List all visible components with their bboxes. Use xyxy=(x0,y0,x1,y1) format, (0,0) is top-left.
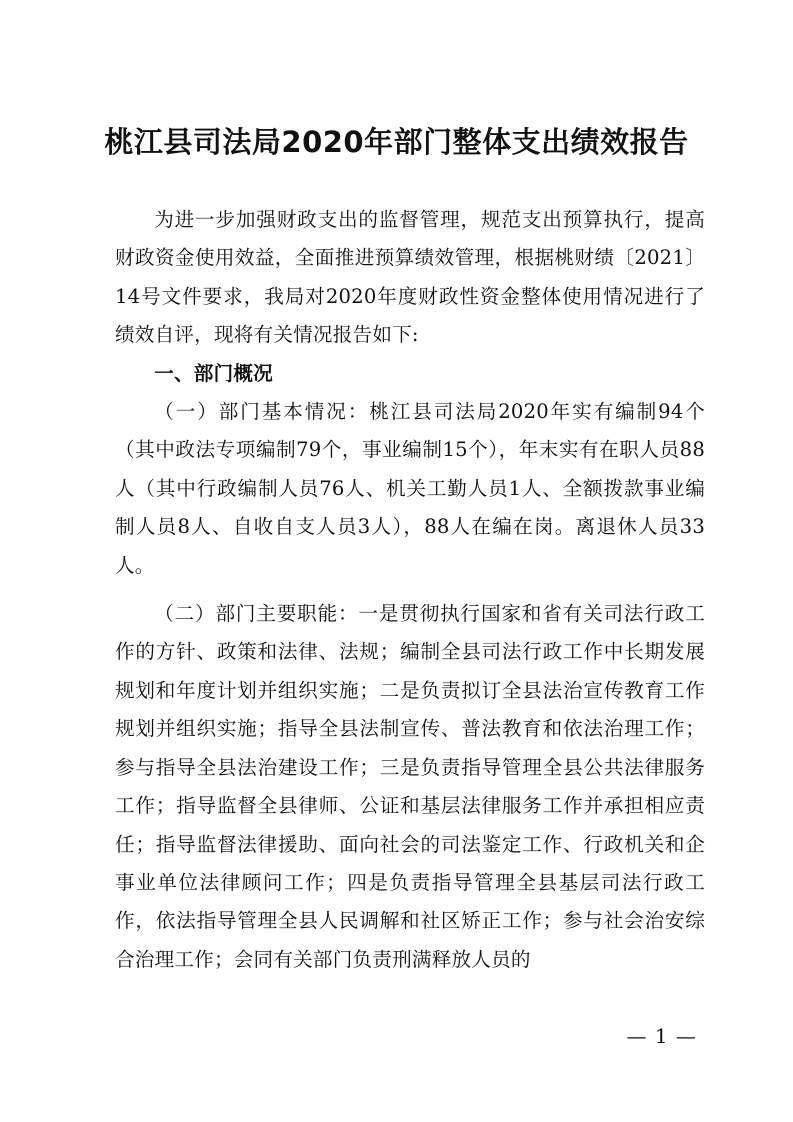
page-number: — 1 — xyxy=(626,1024,697,1048)
basic-info-paragraph: （一）部门基本情况：桃江县司法局2020年实有编制94个（其中政法专项编制79个，事业编制15个），年末实有在职人员88人（其中行政编制人员76人、机关工勤人员1人、全额拨款事业编制人员8人、自收自支人员3人），88人在编在岗。离退休人员33人。 xyxy=(115,400,705,577)
paragraph-spacer xyxy=(115,585,705,595)
intro-paragraph: 为进一步加强财政支出的监督管理，规范支出预算执行，提高财政资金使用效益，全面推进预算绩效管理，根据桃财绩〔2021〕14号文件要求，我局对2020年度财政性资金整体使用情况进行了绩效自评，现将有关情况报告如下: xyxy=(115,208,705,347)
document-body xyxy=(115,201,705,979)
main-functions-paragraph: （二）部门主要职能：一是贯彻执行国家和省有关司法行政工作的方针、政策和法律、法规；编制全县司法行政工作中长期发展规划和年度计划并组织实施；二是负责拟订全县法治宣传教育工作规划并组织实施；指导全县法制宣传、普法教育和依法治理工作；参与指导全县法治建设工作；三是负责指导管理全县公共法律服务工作；指导监督全县律师、公证和基层法律服务工作并承担相应责任；指导监督法律援助、面向社会的司法鉴定工作、行政机关和企事业单位法律顾问工作；四是负责指导管理全县基层司法行政工作，依法指导管理全县人民调解和社区矫正工作；参与社会治安综合治理工作；会同有关部门负责刑满释放人员的 xyxy=(115,602,705,971)
document-title: 桃江县司法局2020年部门整体支出绩效报告 xyxy=(104,125,689,159)
section-heading-department-overview: 一、部门概况 xyxy=(154,361,273,385)
